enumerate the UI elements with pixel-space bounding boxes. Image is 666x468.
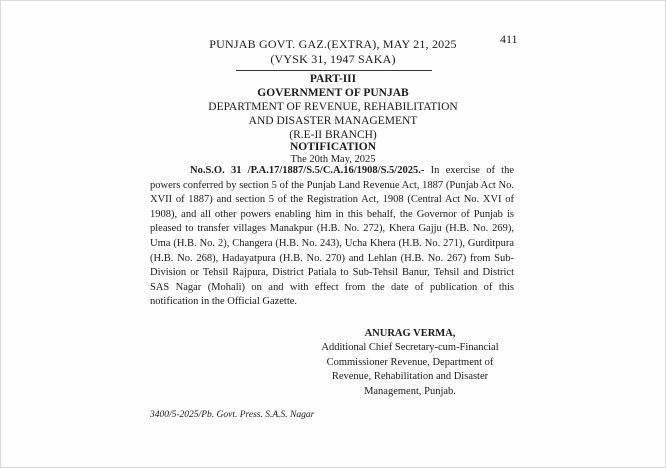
saka-date-line: (VYSK 31, 1947 SAKA) bbox=[270, 52, 396, 66]
department-line-2: AND DISASTER MANAGEMENT bbox=[248, 115, 418, 127]
designation-line-2: Commissioner Revenue, Department of bbox=[326, 356, 494, 368]
designation-line-4: Management, Punjab. bbox=[364, 385, 456, 397]
department-line-1: DEPARTMENT OF REVENUE, REHABILITATION bbox=[208, 101, 458, 113]
signatory-name: ANURAG VERMA, bbox=[364, 328, 456, 339]
press-footer: 3400/5-2025/Pb. Govt. Press. S.A.S. Nagar bbox=[150, 410, 315, 420]
page-number: 411 bbox=[500, 32, 518, 46]
signatory-designation bbox=[300, 341, 520, 399]
gazette-header: PUNJAB GOVT. GAZ.(EXTRA), MAY 21, 2025 bbox=[209, 37, 457, 51]
notification-heading: NOTIFICATION bbox=[289, 141, 377, 153]
government-title: GOVERNMENT OF PUNJAB bbox=[257, 87, 409, 99]
notification-text: In exercise of the powers conferred by section 5 of the Punjab Land Revenue Act, 1887 (Punjab Act No. XVII of 1887) and section 5 of the Registration Act, 1908 (Central Act No. XVI of 1908), and all other powers enabling him in this behalf, the Governor of Punjab is pleased to transfer villages Manakpur (H.B. No. 272), Khera Gajju (H.B. No. 269), Uma (H.B. No. 2), Changera (H.B. No. 243), Ucha Khera (H.B. No. 271), Gurditpura (H.B. No. 268), Hadayatpura (H.B. No. 270) and Lehlan (H.B. No. 267) from Sub-Division or Tehsil Rajpura, District Patiala to Sub-Tehsil Banur, Tehsil and District SAS Nagar (Mohali) on and with effect from the date of publication of this notification in the Official Gazette. bbox=[150, 165, 514, 308]
part-label: PART-III bbox=[309, 73, 357, 85]
notification-reference: No.S.O. 31 /P.A.17/1887/S.5/C.A.16/1908/S.5/2025.- bbox=[190, 165, 425, 176]
notification-date: The 20th May, 2025 bbox=[290, 154, 376, 165]
designation-line-1: Additional Chief Secretary-cum-Financial bbox=[321, 342, 499, 353]
branch-label: (R.E-II BRANCH) bbox=[289, 129, 377, 141]
notification-body bbox=[150, 164, 514, 310]
header-rule bbox=[236, 70, 432, 71]
designation-line-3: Revenue, Rehabilitation and Disaster bbox=[331, 371, 489, 382]
